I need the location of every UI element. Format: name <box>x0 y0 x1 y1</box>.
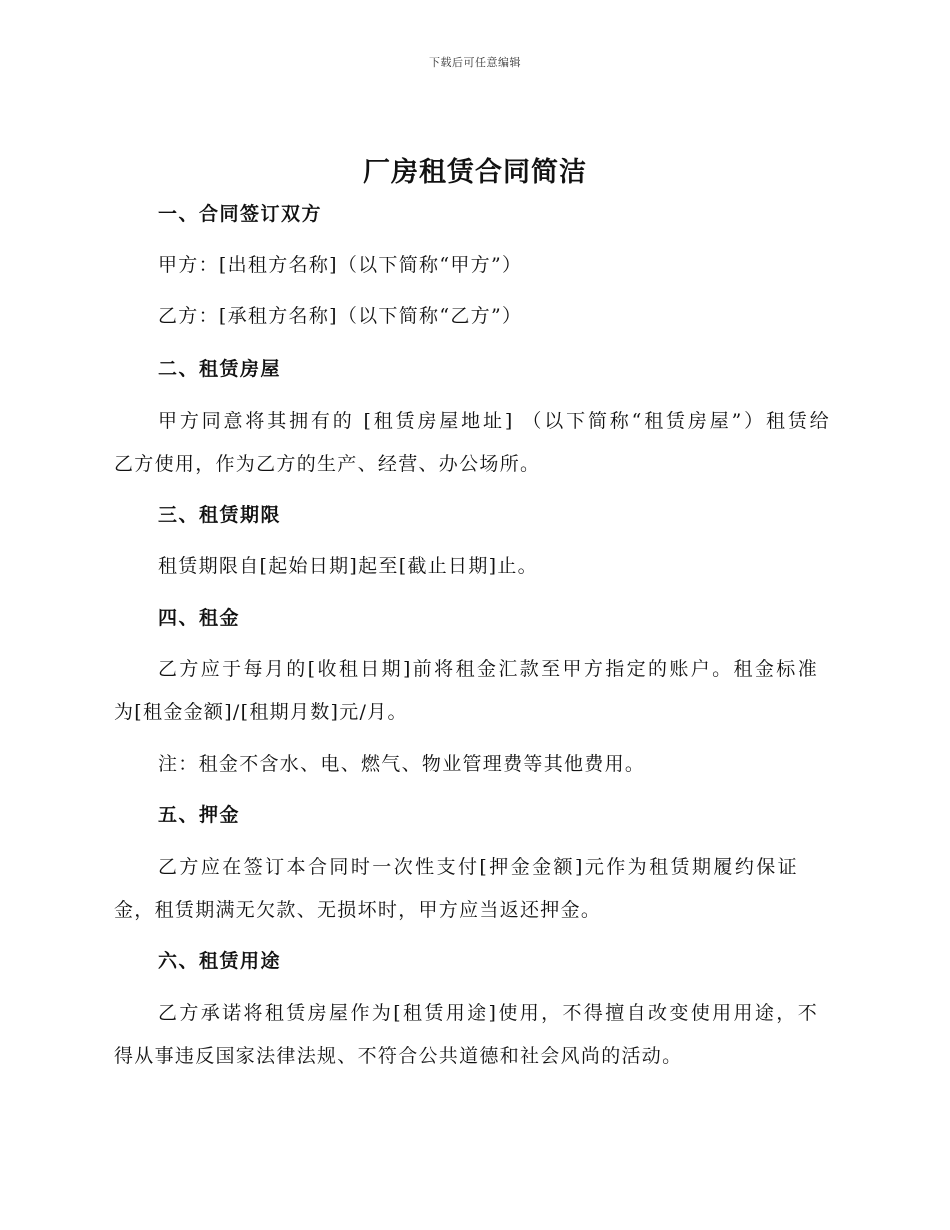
rent-paragraph-line-2: 为[租金金额]/[租期月数]元/月。 <box>114 701 408 723</box>
document-title: 厂房租赁合同简洁 <box>363 157 587 188</box>
section-heading-usage: 六、租赁用途 <box>158 950 282 972</box>
party-b-line: 乙方：[承租方名称]（以下简称“乙方”） <box>158 305 523 327</box>
premises-paragraph-line-1: 甲方同意将其拥有的 [租赁房屋地址] （以下简称“租赁房屋”）租赁给 <box>158 410 830 432</box>
section-heading-term: 三、租赁期限 <box>158 504 282 526</box>
deposit-paragraph-line-2: 金，租赁期满无欠款、无损坏时，甲方应当返还押金。 <box>114 899 602 921</box>
page-header: 下载后可任意编辑 <box>429 56 521 69</box>
party-a-line: 甲方：[出租方名称]（以下简称“甲方”） <box>158 254 523 276</box>
premises-paragraph-line-2: 乙方使用，作为乙方的生产、经营、办公场所。 <box>114 453 541 475</box>
rent-paragraph-line-1: 乙方应于每月的[收租日期]前将租金汇款至甲方指定的账户。租金标准 <box>158 658 818 680</box>
deposit-paragraph-line-1: 乙方应在签订本合同时一次性支付[押金金额]元作为租赁期履约保证 <box>158 856 798 878</box>
rent-note: 注：租金不含水、电、燃气、物业管理费等其他费用。 <box>158 753 646 775</box>
usage-paragraph-line-1: 乙方承诺将租赁房屋作为[租赁用途]使用，不得擅自改变使用用途，不 <box>158 1002 818 1024</box>
term-paragraph: 租赁期限自[起始日期]起至[截止日期]止。 <box>158 555 538 577</box>
section-heading-parties: 一、合同签订双方 <box>158 203 323 225</box>
section-heading-deposit: 五、押金 <box>158 804 241 826</box>
section-heading-rent: 四、租金 <box>158 607 241 629</box>
usage-paragraph-line-2: 得从事违反国家法律法规、不符合公共道德和社会风尚的活动。 <box>114 1045 683 1067</box>
section-heading-premises: 二、租赁房屋 <box>158 358 282 380</box>
